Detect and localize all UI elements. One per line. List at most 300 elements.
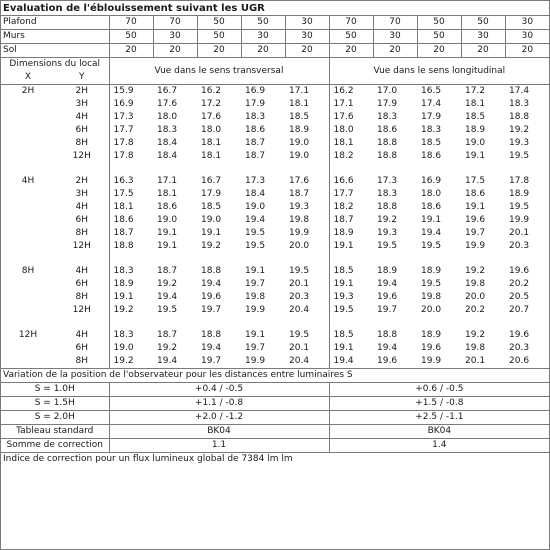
reflectance-value: 30 bbox=[285, 30, 329, 44]
variation-row bbox=[1, 383, 549, 397]
reflectance-value: 20 bbox=[505, 44, 549, 58]
longitudinal-value: 18.3 bbox=[377, 189, 398, 199]
table-row bbox=[1, 137, 549, 150]
transversal-value: 17.1 bbox=[157, 176, 178, 186]
longitudinal-value: 20.3 bbox=[509, 241, 530, 251]
transversal-value: 17.1 bbox=[289, 86, 310, 96]
spacer-cell bbox=[109, 163, 329, 175]
transversal-value: 19.8 bbox=[245, 292, 266, 302]
transversal-value: 18.4 bbox=[157, 138, 178, 148]
longitudinal-value: 18.3 bbox=[377, 112, 398, 122]
longitudinal-value: 19.1 bbox=[329, 240, 373, 253]
longitudinal-value: 18.1 bbox=[329, 137, 373, 150]
reflectance-value: 30 bbox=[505, 16, 549, 30]
transversal-value: 18.8 bbox=[109, 240, 153, 253]
longitudinal-value: 17.5 bbox=[465, 176, 486, 186]
correction-longitudinal: 1.4 bbox=[329, 439, 549, 453]
transversal-value: 19.5 bbox=[289, 330, 310, 340]
transversal-value: 17.7 bbox=[109, 124, 153, 137]
transversal-value: 19.2 bbox=[109, 355, 153, 369]
transversal-value: 18.4 bbox=[157, 151, 178, 161]
y-dimension: 12H bbox=[72, 151, 91, 161]
spacer-cell bbox=[109, 253, 329, 265]
longitudinal-value: 19.2 bbox=[465, 330, 486, 340]
longitudinal-value: 16.6 bbox=[329, 175, 373, 188]
longitudinal-value: 18.5 bbox=[329, 329, 373, 342]
transversal-value: 16.9 bbox=[109, 98, 153, 111]
longitudinal-value: 20.0 bbox=[421, 305, 442, 315]
table-row bbox=[1, 355, 549, 369]
longitudinal-value: 19.3 bbox=[329, 291, 373, 304]
longitudinal-value: 19.3 bbox=[377, 228, 398, 238]
transversal-value: 18.7 bbox=[157, 266, 178, 276]
transversal-value: 18.3 bbox=[109, 265, 153, 278]
correction-transversal: 1.1 bbox=[109, 439, 329, 453]
longitudinal-value: 19.6 bbox=[465, 215, 486, 225]
transversal-value: 18.3 bbox=[109, 329, 153, 342]
longitudinal-value: 19.1 bbox=[421, 215, 442, 225]
longitudinal-value: 18.5 bbox=[421, 138, 442, 148]
transversal-variation: +1.1 / -0.8 bbox=[109, 397, 329, 411]
reflectance-label: Plafond bbox=[1, 16, 109, 30]
longitudinal-value: 20.5 bbox=[509, 292, 530, 302]
reflectance-value: 50 bbox=[461, 16, 505, 30]
footnote: Indice de correction pour un flux lumineux global de 7384 lm lm bbox=[3, 454, 293, 464]
transversal-value: 18.7 bbox=[157, 330, 178, 340]
reflectance-value: 50 bbox=[417, 30, 461, 44]
longitudinal-value: 19.9 bbox=[465, 241, 486, 251]
table-row bbox=[1, 329, 549, 342]
longitudinal-value: 18.8 bbox=[377, 151, 398, 161]
longitudinal-value: 19.2 bbox=[509, 125, 530, 135]
x-dimension: 4H bbox=[21, 176, 35, 186]
transversal-value: 17.2 bbox=[201, 99, 222, 109]
transversal-value: 16.3 bbox=[109, 175, 153, 188]
longitudinal-value: 16.9 bbox=[421, 176, 442, 186]
transversal-value: 18.1 bbox=[201, 138, 222, 148]
y-label: Y bbox=[55, 71, 109, 85]
x-dimension bbox=[1, 98, 55, 111]
longitudinal-variation: +0.6 / -0.5 bbox=[329, 383, 549, 397]
transversal-value: 19.9 bbox=[245, 356, 266, 366]
footnote-row bbox=[1, 453, 549, 467]
y-dimension: 6H bbox=[75, 215, 88, 225]
reflectance-value: 70 bbox=[109, 16, 153, 30]
longitudinal-value: 20.1 bbox=[465, 356, 486, 366]
x-dimension bbox=[1, 355, 55, 369]
y-dimension: 6H bbox=[75, 125, 88, 135]
y-dimension: 12H bbox=[72, 241, 91, 251]
transversal-value: 19.5 bbox=[289, 266, 310, 276]
longitudinal-value: 18.6 bbox=[421, 151, 442, 161]
y-dimension: 3H bbox=[75, 189, 88, 199]
transversal-value: 19.0 bbox=[289, 151, 310, 161]
longitudinal-value: 18.5 bbox=[465, 112, 486, 122]
table-row bbox=[1, 150, 549, 163]
longitudinal-value: 19.4 bbox=[329, 355, 373, 369]
longitudinal-value: 19.1 bbox=[329, 342, 373, 355]
longitudinal-value: 18.6 bbox=[465, 189, 486, 199]
reflectance-value: 20 bbox=[197, 44, 241, 58]
standard-label: Tableau standard bbox=[1, 425, 109, 439]
spacer-cell bbox=[1, 317, 109, 329]
x-dimension bbox=[1, 304, 55, 317]
longitudinal-value: 19.9 bbox=[421, 356, 442, 366]
transversal-value: 17.6 bbox=[289, 176, 310, 186]
table-row bbox=[1, 85, 549, 99]
longitudinal-variation: +1.5 / -0.8 bbox=[329, 397, 549, 411]
x-dimension: 12H bbox=[18, 330, 38, 340]
table-row bbox=[1, 175, 549, 188]
longitudinal-value: 20.2 bbox=[509, 279, 530, 289]
x-dimension bbox=[1, 137, 55, 150]
x-dimension bbox=[1, 278, 55, 291]
x-dimension: 8H bbox=[21, 266, 35, 276]
reflectance-value: 30 bbox=[241, 30, 285, 44]
transversal-value: 18.7 bbox=[289, 189, 310, 199]
transversal-value: 16.9 bbox=[245, 86, 266, 96]
transversal-value: 17.6 bbox=[201, 112, 222, 122]
reflectance-value: 30 bbox=[153, 30, 197, 44]
reflectance-value: 50 bbox=[197, 30, 241, 44]
spacing-label: S = 1.0H bbox=[1, 383, 109, 397]
reflectance-value: 20 bbox=[417, 44, 461, 58]
transversal-value: 20.1 bbox=[289, 343, 310, 353]
longitudinal-value: 20.6 bbox=[509, 356, 530, 366]
dimensions-label: Dimensions du local bbox=[9, 59, 101, 69]
transversal-value: 18.6 bbox=[109, 214, 153, 227]
longitudinal-value: 18.1 bbox=[465, 99, 486, 109]
transversal-value: 17.9 bbox=[201, 189, 222, 199]
table-row bbox=[1, 291, 549, 304]
transversal-variation: +2.0 / -1.2 bbox=[109, 411, 329, 425]
transversal-value: 19.7 bbox=[245, 343, 266, 353]
transversal-value: 17.9 bbox=[245, 99, 266, 109]
variation-label: Variation de la position de l'observateur pour les distances entre luminaires S bbox=[1, 369, 549, 383]
longitudinal-value: 19.2 bbox=[465, 266, 486, 276]
longitudinal-value: 18.9 bbox=[421, 266, 442, 276]
x-dimension bbox=[1, 111, 55, 124]
longitudinal-value: 19.0 bbox=[465, 138, 486, 148]
transversal-value: 19.2 bbox=[109, 304, 153, 317]
transversal-value: 17.3 bbox=[109, 111, 153, 124]
ugr-table bbox=[1, 1, 549, 466]
reflectance-value: 50 bbox=[329, 30, 373, 44]
reflectance-value: 30 bbox=[505, 30, 549, 44]
y-dimension: 6H bbox=[75, 279, 88, 289]
transversal-value: 20.4 bbox=[289, 356, 310, 366]
longitudinal-value: 19.5 bbox=[377, 241, 398, 251]
reflectance-value: 30 bbox=[461, 30, 505, 44]
y-dimension: 4H bbox=[75, 112, 88, 122]
reflectance-value: 20 bbox=[153, 44, 197, 58]
longitudinal-value: 19.6 bbox=[509, 266, 530, 276]
transversal-value: 16.2 bbox=[201, 86, 222, 96]
spacer-row bbox=[1, 317, 549, 329]
transversal-value: 19.5 bbox=[245, 241, 266, 251]
longitudinal-value: 18.6 bbox=[421, 202, 442, 212]
longitudinal-value: 20.0 bbox=[465, 292, 486, 302]
transversal-value: 19.7 bbox=[201, 356, 222, 366]
transversal-value: 19.1 bbox=[157, 241, 178, 251]
longitudinal-value: 19.8 bbox=[421, 292, 442, 302]
transversal-value: 19.4 bbox=[157, 292, 178, 302]
longitudinal-value: 19.9 bbox=[509, 215, 530, 225]
transversal-value: 20.3 bbox=[289, 292, 310, 302]
transversal-value: 16.7 bbox=[201, 176, 222, 186]
longitudinal-value: 19.5 bbox=[509, 151, 530, 161]
longitudinal-value: 18.8 bbox=[377, 330, 398, 340]
reflectance-value: 20 bbox=[241, 44, 285, 58]
longitudinal-value: 20.7 bbox=[509, 305, 530, 315]
transversal-value: 18.1 bbox=[109, 201, 153, 214]
longitudinal-value: 19.6 bbox=[377, 292, 398, 302]
transversal-value: 19.4 bbox=[201, 343, 222, 353]
standard-longitudinal: BK04 bbox=[329, 425, 549, 439]
x-dimension bbox=[1, 214, 55, 227]
transversal-value: 19.1 bbox=[245, 266, 266, 276]
variation-row bbox=[1, 397, 549, 411]
spacer-cell bbox=[109, 317, 329, 329]
table-row bbox=[1, 265, 549, 278]
longitudinal-value: 18.9 bbox=[329, 227, 373, 240]
longitudinal-value: 16.2 bbox=[329, 85, 373, 99]
longitudinal-value: 19.3 bbox=[509, 138, 530, 148]
transversal-value: 19.1 bbox=[245, 330, 266, 340]
y-dimension: 4H bbox=[75, 330, 88, 340]
y-dimension: 4H bbox=[75, 202, 88, 212]
y-dimension: 8H bbox=[75, 356, 88, 366]
reflectance-row bbox=[1, 16, 549, 30]
reflectance-label: Murs bbox=[1, 30, 109, 44]
transversal-value: 19.1 bbox=[157, 228, 178, 238]
longitudinal-value: 18.2 bbox=[329, 201, 373, 214]
transversal-value: 19.8 bbox=[289, 215, 310, 225]
longitudinal-value: 18.8 bbox=[509, 112, 530, 122]
transversal-value: 19.7 bbox=[201, 305, 222, 315]
y-dimension: 8H bbox=[75, 292, 88, 302]
transversal-value: 19.2 bbox=[201, 241, 222, 251]
reflectance-value: 20 bbox=[109, 44, 153, 58]
transversal-value: 17.3 bbox=[245, 176, 266, 186]
transversal-value: 19.0 bbox=[109, 342, 153, 355]
longitudinal-value: 17.2 bbox=[465, 86, 486, 96]
longitudinal-value: 18.3 bbox=[509, 99, 530, 109]
reflectance-label: Sol bbox=[1, 44, 109, 58]
transversal-value: 18.7 bbox=[109, 227, 153, 240]
table-row bbox=[1, 98, 549, 111]
longitudinal-value: 19.5 bbox=[329, 304, 373, 317]
longitudinal-value: 18.8 bbox=[377, 138, 398, 148]
transversal-value: 19.7 bbox=[245, 279, 266, 289]
transversal-value: 18.1 bbox=[201, 151, 222, 161]
longitudinal-value: 20.1 bbox=[509, 228, 530, 238]
transversal-value: 18.1 bbox=[157, 189, 178, 199]
longitudinal-value: 18.9 bbox=[465, 125, 486, 135]
spacer-cell bbox=[329, 163, 549, 175]
longitudinal-value: 18.0 bbox=[329, 124, 373, 137]
x-dimension bbox=[1, 201, 55, 214]
transversal-value: 19.9 bbox=[245, 305, 266, 315]
standard-transversal: BK04 bbox=[109, 425, 329, 439]
transversal-value: 17.8 bbox=[109, 150, 153, 163]
table-row bbox=[1, 240, 549, 253]
x-dimension bbox=[1, 227, 55, 240]
spacer-cell bbox=[329, 317, 549, 329]
transversal-value: 19.0 bbox=[201, 215, 222, 225]
longitudinal-value: 19.5 bbox=[421, 279, 442, 289]
table-row bbox=[1, 227, 549, 240]
longitudinal-value: 17.9 bbox=[421, 112, 442, 122]
longitudinal-value: 18.6 bbox=[377, 125, 398, 135]
transversal-value: 19.1 bbox=[109, 291, 153, 304]
reflectance-value: 20 bbox=[461, 44, 505, 58]
y-dimension: 2H bbox=[75, 86, 88, 96]
longitudinal-value: 17.0 bbox=[377, 86, 398, 96]
reflectance-value: 50 bbox=[109, 30, 153, 44]
transversal-value: 17.6 bbox=[157, 99, 178, 109]
longitudinal-value: 18.8 bbox=[377, 202, 398, 212]
reflectance-value: 30 bbox=[373, 30, 417, 44]
spacing-label: S = 1.5H bbox=[1, 397, 109, 411]
x-dimension bbox=[1, 124, 55, 137]
transversal-value: 18.6 bbox=[157, 202, 178, 212]
transversal-value: 19.1 bbox=[201, 228, 222, 238]
transversal-value: 19.0 bbox=[157, 215, 178, 225]
transversal-value: 18.5 bbox=[289, 112, 310, 122]
variation-header-row bbox=[1, 369, 549, 383]
longitudinal-value: 19.2 bbox=[377, 215, 398, 225]
y-dimension: 12H bbox=[72, 305, 91, 315]
y-dimension: 8H bbox=[75, 228, 88, 238]
x-dimension: 2H bbox=[21, 86, 35, 96]
longitudinal-value: 17.4 bbox=[509, 86, 530, 96]
transversal-value: 18.0 bbox=[157, 112, 178, 122]
x-label: X bbox=[1, 71, 55, 85]
reflectance-value: 70 bbox=[153, 16, 197, 30]
dimensions-row bbox=[1, 58, 549, 72]
reflectance-row bbox=[1, 44, 549, 58]
longitudinal-value: 16.5 bbox=[421, 86, 442, 96]
x-dimension bbox=[1, 291, 55, 304]
table-row bbox=[1, 342, 549, 355]
longitudinal-value: 19.7 bbox=[465, 228, 486, 238]
table-row bbox=[1, 124, 549, 137]
longitudinal-value: 19.1 bbox=[329, 278, 373, 291]
reflectance-value: 30 bbox=[285, 16, 329, 30]
transversal-value: 19.4 bbox=[245, 215, 266, 225]
table-row bbox=[1, 278, 549, 291]
transversal-value: 18.5 bbox=[201, 202, 222, 212]
transversal-value: 18.1 bbox=[289, 99, 310, 109]
transversal-value: 18.6 bbox=[245, 125, 266, 135]
variation-row bbox=[1, 411, 549, 425]
transversal-value: 18.7 bbox=[245, 151, 266, 161]
longitudinal-value: 19.8 bbox=[465, 343, 486, 353]
longitudinal-value: 18.9 bbox=[421, 330, 442, 340]
table-row bbox=[1, 188, 549, 201]
transversal-value: 18.9 bbox=[109, 278, 153, 291]
longitudinal-value: 19.4 bbox=[377, 343, 398, 353]
transversal-label: Vue dans le sens transversal bbox=[109, 58, 329, 85]
longitudinal-value: 19.4 bbox=[421, 228, 442, 238]
table-row bbox=[1, 214, 549, 227]
longitudinal-value: 17.9 bbox=[377, 99, 398, 109]
y-dimension: 2H bbox=[75, 176, 88, 186]
transversal-value: 19.5 bbox=[245, 228, 266, 238]
longitudinal-value: 19.6 bbox=[377, 356, 398, 366]
longitudinal-value: 19.1 bbox=[465, 151, 486, 161]
spacer-cell bbox=[329, 253, 549, 265]
transversal-value: 17.8 bbox=[109, 137, 153, 150]
transversal-value: 19.4 bbox=[157, 356, 178, 366]
correction-row bbox=[1, 439, 549, 453]
longitudinal-value: 18.5 bbox=[329, 265, 373, 278]
transversal-value: 18.3 bbox=[157, 125, 178, 135]
longitudinal-value: 17.4 bbox=[421, 99, 442, 109]
transversal-value: 18.8 bbox=[201, 330, 222, 340]
transversal-value: 19.2 bbox=[157, 343, 178, 353]
longitudinal-value: 17.7 bbox=[329, 188, 373, 201]
longitudinal-value: 19.6 bbox=[421, 343, 442, 353]
transversal-value: 17.5 bbox=[109, 188, 153, 201]
transversal-value: 16.7 bbox=[157, 86, 178, 96]
spacer-cell bbox=[1, 253, 109, 265]
transversal-value: 19.9 bbox=[289, 228, 310, 238]
transversal-value: 19.0 bbox=[289, 138, 310, 148]
transversal-value: 20.4 bbox=[289, 305, 310, 315]
title-row bbox=[1, 1, 549, 16]
reflectance-value: 70 bbox=[373, 16, 417, 30]
table-row bbox=[1, 201, 549, 214]
longitudinal-value: 17.3 bbox=[377, 176, 398, 186]
transversal-value: 18.7 bbox=[245, 138, 266, 148]
longitudinal-value: 18.7 bbox=[329, 214, 373, 227]
longitudinal-value: 19.1 bbox=[465, 202, 486, 212]
longitudinal-label: Vue dans le sens longitudinal bbox=[329, 58, 549, 85]
reflectance-value: 50 bbox=[241, 16, 285, 30]
transversal-value: 20.0 bbox=[289, 241, 310, 251]
y-dimension: 8H bbox=[75, 138, 88, 148]
spacer-row bbox=[1, 163, 549, 175]
correction-label: Somme de correction bbox=[1, 439, 109, 453]
reflectance-row bbox=[1, 30, 549, 44]
reflectance-value: 50 bbox=[197, 16, 241, 30]
standard-row bbox=[1, 425, 549, 439]
longitudinal-value: 18.9 bbox=[377, 266, 398, 276]
longitudinal-value: 19.7 bbox=[377, 305, 398, 315]
transversal-value: 15.9 bbox=[109, 85, 153, 99]
longitudinal-value: 20.3 bbox=[509, 343, 530, 353]
x-dimension bbox=[1, 188, 55, 201]
transversal-value: 18.4 bbox=[245, 189, 266, 199]
table-row bbox=[1, 111, 549, 124]
transversal-value: 20.1 bbox=[289, 279, 310, 289]
reflectance-value: 70 bbox=[329, 16, 373, 30]
reflectance-value: 50 bbox=[417, 16, 461, 30]
reflectance-value: 20 bbox=[329, 44, 373, 58]
transversal-value: 19.5 bbox=[157, 305, 178, 315]
transversal-value: 18.3 bbox=[245, 112, 266, 122]
longitudinal-value: 17.8 bbox=[509, 176, 530, 186]
longitudinal-value: 17.1 bbox=[329, 98, 373, 111]
transversal-value: 18.0 bbox=[201, 125, 222, 135]
longitudinal-value: 18.9 bbox=[509, 189, 530, 199]
longitudinal-value: 19.6 bbox=[509, 330, 530, 340]
longitudinal-value: 18.3 bbox=[421, 125, 442, 135]
reflectance-value: 20 bbox=[373, 44, 417, 58]
reflectance-value: 20 bbox=[285, 44, 329, 58]
